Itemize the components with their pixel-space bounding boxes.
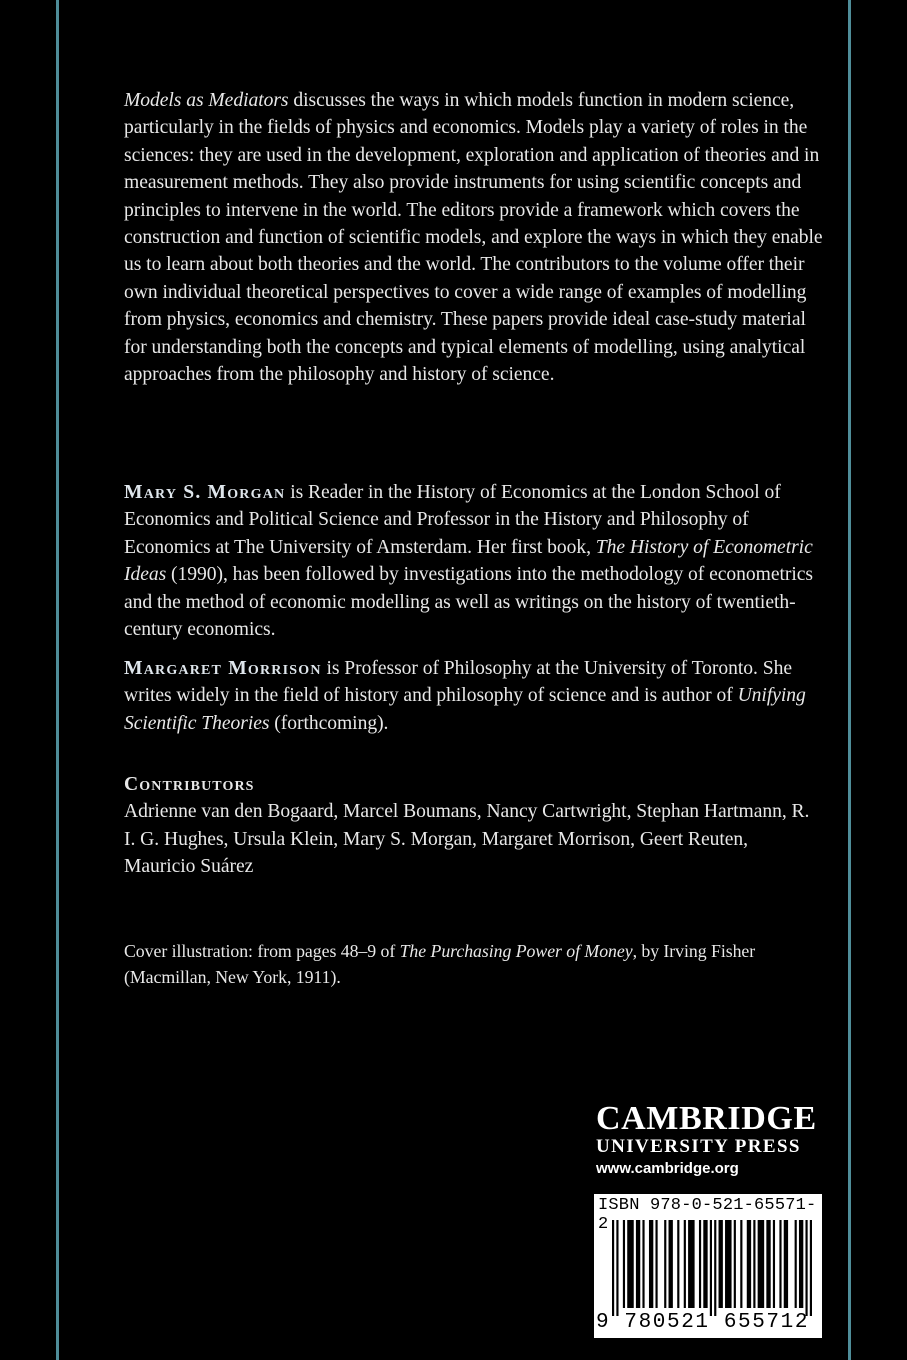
bio-morrison-text-b: (forthcoming). <box>269 712 389 734</box>
bio-morrison-book: Unifying Scientific Theories <box>124 685 806 734</box>
barcode-bar <box>714 1220 716 1316</box>
barcode-bar <box>649 1220 653 1308</box>
bio-morgan <box>124 479 824 643</box>
bio-morgan-text-a: is Reader in the History of Economics at the London School of Economics and Political Science and Professor in the History and Philosophy of Economics at The University of Amsterdam. Her first book, <box>124 482 781 558</box>
bio-morgan-book: The History of Econometric Ideas <box>124 536 813 586</box>
barcode-bar <box>795 1220 797 1308</box>
barcode-bar <box>779 1220 781 1308</box>
bio-morrison <box>124 655 824 737</box>
barcode-bar <box>627 1220 634 1308</box>
barcode-bar <box>740 1220 742 1308</box>
barcode-bar <box>669 1220 673 1308</box>
barcode-bar <box>766 1220 770 1308</box>
barcode-bar <box>747 1220 751 1308</box>
cover-credit-book: The Purchasing Power of Money <box>399 941 633 961</box>
barcode-bar <box>758 1220 765 1308</box>
publisher-url: www.cambridge.org <box>596 1160 739 1177</box>
barcode-bar <box>664 1220 666 1308</box>
publisher-name: CAMBRIDGE <box>596 1100 817 1137</box>
barcode-bar <box>684 1220 686 1308</box>
barcode-digits: 9 780521 655712 > <box>596 1311 838 1334</box>
barcode-bar <box>799 1220 803 1308</box>
book-blurb <box>124 87 824 388</box>
isbn-label: ISBN 978-0-521-65571-2 <box>598 1196 817 1234</box>
cover-credit-text-b: , by Irving Fisher (Macmillan, New York, 1911). <box>124 941 756 987</box>
contributors-list: Adrienne van den Bogaard, Marcel Boumans, Nancy Cartwright, Stephan Hartmann, R. I. G. Hughes, Ursula Klein, Mary S. Morgan, Margaret Morrison, Geert Reuten, Mauricio Suárez <box>124 801 810 878</box>
cover-credit-text-a: Cover illustration: from pages 48–9 of <box>124 941 400 961</box>
bio-morgan-text-b: (1990), has been followed by investigations into the methodology of econometrics and the method of economic modelling as well as writings on the history of twentieth-century economics. <box>124 564 813 641</box>
barcode-bar <box>719 1220 723 1308</box>
contributors-heading: Contributors <box>124 774 255 795</box>
barcode-bar <box>623 1220 625 1308</box>
barcode-bar <box>784 1220 788 1308</box>
right-spine-line <box>848 0 851 1360</box>
blurb-text: discusses the ways in which models function in modern science, particularly in the fields of physics and economics. Models play a variety of roles in the sciences: they are used in the development, exploration and application of theories and in measurement methods. They also provide instruments for using scientific concepts and principles to intervene in the world. The editors provide a framework which covers the construction and function of scientific models, and explore the ways in which they enable us to learn about both theories and the world. The contributors to the volume offer their own individual theoretical perspectives to cover a wide range of examples of modelling from physics, economics and chemistry. These papers provide ideal case-study material for understanding both the concepts and typical elements of modelling, using analytical approaches from the philosophy and history of science. <box>124 90 823 386</box>
left-spine-line <box>56 0 59 1360</box>
isbn-barcode <box>594 1194 838 1338</box>
barcode-bar <box>642 1220 644 1308</box>
barcode-bars <box>612 1220 812 1316</box>
bio-morrison-text-a: is Professor of Philosophy at the University of Toronto. She writes widely in the field of history and philosophy of science and is author of <box>124 658 792 707</box>
barcode-bar <box>703 1220 707 1308</box>
barcode-bar <box>699 1220 701 1308</box>
barcode-bar <box>655 1220 657 1308</box>
barcode-bar <box>725 1220 732 1308</box>
book-title-italic: Models as Mediators <box>124 90 289 111</box>
barcode-bar <box>636 1220 640 1308</box>
barcode-bar <box>677 1220 679 1308</box>
barcode-bar <box>805 1220 807 1316</box>
barcode-bar <box>773 1220 775 1308</box>
contributors-section <box>124 771 824 881</box>
barcode-bar <box>616 1220 618 1316</box>
barcode-bar <box>612 1220 614 1316</box>
author-name-morrison: Margaret Morrison <box>124 658 322 679</box>
barcode-bar <box>734 1220 736 1308</box>
barcode-bar <box>810 1220 812 1316</box>
barcode-bar <box>710 1220 712 1316</box>
barcode-bar <box>753 1220 755 1308</box>
publisher-logo <box>596 1102 826 1180</box>
barcode-bar <box>688 1220 695 1308</box>
author-name-morgan: Mary S. Morgan <box>124 482 286 503</box>
publisher-subtitle: UNIVERSITY PRESS <box>596 1136 801 1157</box>
cover-illustration-credit <box>124 938 824 990</box>
